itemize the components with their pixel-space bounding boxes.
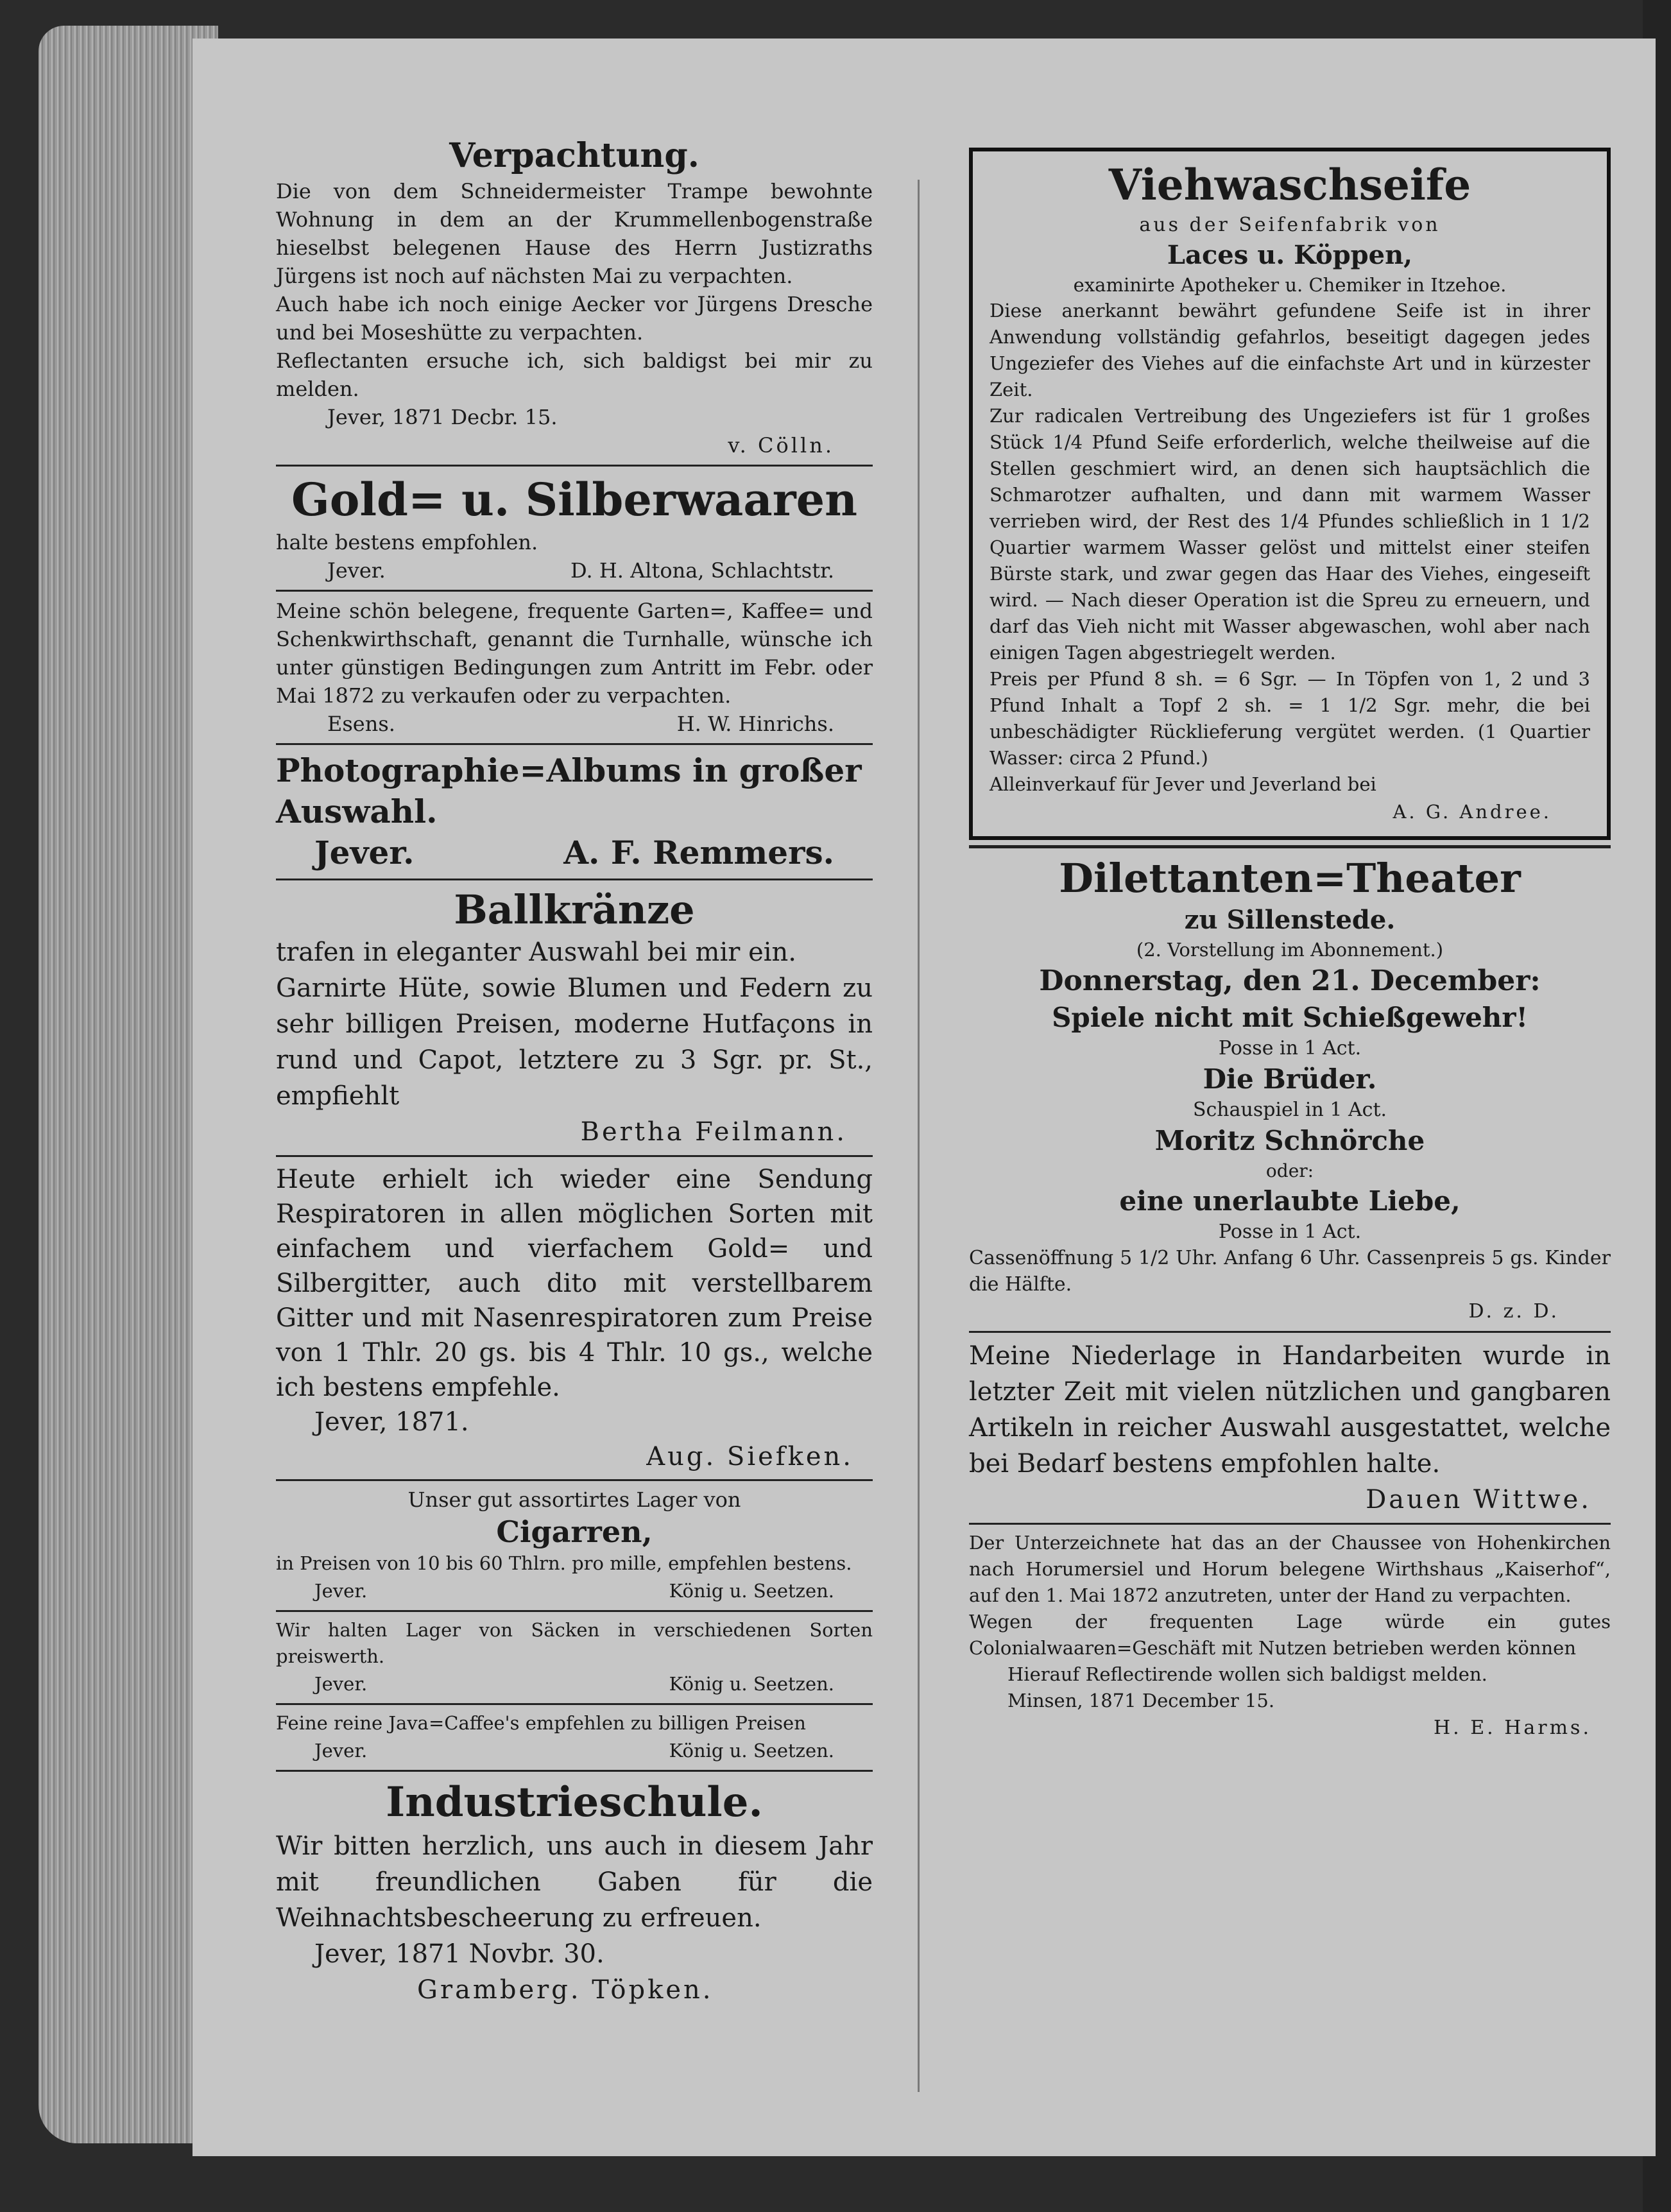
play-title: Spiele nicht mit Schießgewehr! bbox=[1052, 1002, 1528, 1033]
ad-text: Alleinverkauf für Jever und Jeverland bei bbox=[990, 773, 1376, 795]
ad-date: Jever, 1871 Decbr. 15. bbox=[327, 405, 558, 429]
ad-place: zu Sillenstede. bbox=[1184, 905, 1396, 935]
divider-rule bbox=[276, 1155, 873, 1157]
ad-title: Industrieschule. bbox=[386, 1778, 763, 1826]
left-column bbox=[276, 135, 873, 2008]
play-type: Posse in 1 Act. bbox=[1218, 1221, 1362, 1243]
ad-maker: Laces u. Köppen, bbox=[1167, 240, 1413, 270]
ad-text: Garnirte Hüte, sowie Blumen und Federn zu sehr billigen Preisen, moderne Hutfaçons in rund und Capot, letztere zu 3 Sgr. pr. St., empfiehlt bbox=[276, 973, 873, 1111]
ad-date: Donnerstag, den 21. December: bbox=[1039, 965, 1541, 997]
ad-text: Wir halten Lager von Säcken in verschiedenen Sorten preiswerth. bbox=[276, 1619, 873, 1667]
divider-rule bbox=[276, 879, 873, 880]
divider-rule bbox=[969, 845, 1611, 848]
ad-signature: Bertha Feilmann. bbox=[580, 1117, 847, 1147]
ad-saecke bbox=[276, 1617, 873, 1698]
ad-place: Jever. bbox=[314, 834, 415, 871]
right-column bbox=[969, 148, 1611, 1742]
ad-theater bbox=[969, 853, 1611, 1326]
ad-title: Dilettanten=Theater bbox=[1059, 855, 1521, 902]
newspaper-page bbox=[193, 39, 1656, 2156]
ad-text: Heute erhielt ich wieder eine Sendung Respiratoren in allen möglichen Sorten mit einfachem und vierfachem Gold= und Silbergitter, auch dito mit verstellbarem Gitter und mit Nasenrespiratoren zum Preise von 1 Thlr. 20 gs. bis 4 Thlr. 10 gs., welche ich bestens empfehle. bbox=[276, 1165, 873, 1402]
ad-date: Jever, 1871. bbox=[314, 1407, 469, 1437]
ad-title: Photographie=Albums in großer bbox=[276, 751, 862, 789]
play-title: eine unerlaubte Liebe, bbox=[1119, 1185, 1461, 1217]
ad-caffee bbox=[276, 1710, 873, 1765]
ad-text: Auch habe ich noch einige Aecker vor Jürgens Dresche und bei Moseshütte zu verpachten. bbox=[276, 292, 873, 345]
ad-text: halte bestens empfohlen. bbox=[276, 530, 538, 554]
ad-subtitle: examinirte Apotheker u. Chemiker in Itzehoe. bbox=[1073, 274, 1507, 296]
ad-place: Esens. bbox=[327, 712, 395, 736]
ad-signature: König u. Seetzen. bbox=[669, 1673, 834, 1695]
ad-viehwaschseife bbox=[969, 148, 1611, 840]
ad-respiratoren bbox=[276, 1162, 873, 1474]
ad-text: Wegen der frequenten Lage würde ein gutes Colonialwaaren=Geschäft mit Nutzen betrieben werden können bbox=[969, 1611, 1611, 1659]
ad-signature: H. E. Harms. bbox=[1434, 1717, 1591, 1739]
ad-text: Cassenöffnung 5 1/2 Uhr. Anfang 6 Uhr. Cassenpreis 5 gs. Kinder die Hälfte. bbox=[969, 1247, 1611, 1296]
ad-handarbeiten bbox=[969, 1338, 1611, 1518]
play-type: Schauspiel in 1 Act. bbox=[1192, 1099, 1387, 1121]
ad-title: Cigarren, bbox=[496, 1514, 653, 1549]
ad-note: (2. Vorstellung im Abonnement.) bbox=[1136, 939, 1444, 961]
divider-rule bbox=[276, 1703, 873, 1705]
book-page-edges bbox=[39, 26, 218, 2143]
ad-text: Wir bitten herzlich, uns auch in diesem Jahr mit freundlichen Gaben für die Weihnachtsbescheerung zu erfreuen. bbox=[276, 1831, 873, 1933]
ad-text: trafen in eleganter Auswahl bei mir ein. bbox=[276, 938, 797, 967]
ad-cigarren bbox=[276, 1486, 873, 1605]
ad-text: Meine schön belegene, frequente Garten=, Kaffee= und Schenkwirthschaft, genannt die Turnhalle, wünsche ich unter günstigen Bedingungen zum Antritt im Febr. oder Mai 1872 zu verkaufen oder zu verpachten. bbox=[276, 599, 873, 708]
ad-title: Gold= u. Silberwaaren bbox=[291, 473, 858, 526]
ad-date: Jever, 1871 Novbr. 30. bbox=[314, 1939, 604, 1969]
ad-signature: Dauen Wittwe. bbox=[1366, 1485, 1591, 1514]
play-type: Posse in 1 Act. bbox=[1218, 1037, 1362, 1059]
divider-rule bbox=[276, 1610, 873, 1612]
ad-place: Jever. bbox=[314, 1673, 368, 1695]
ad-verpachtung bbox=[276, 135, 873, 459]
ad-photoalbums bbox=[276, 750, 873, 873]
ad-signature: D. H. Altona, Schlachtstr. bbox=[570, 558, 834, 583]
ad-signature: Gramberg. Töpken. bbox=[417, 1975, 714, 2005]
ad-text: Der Unterzeichnete hat das an der Chaussee von Hohenkirchen nach Horumersiel und Horum belegene Wirthshaus „Kaiserhof“, auf den 1. Mai 1872 anzutreten, unter der Hand zu verpachten. bbox=[969, 1532, 1611, 1606]
ad-text: Diese anerkannt bewährt gefundene Seife ist in ihrer Anwendung vollständig gefahrlos, beseitigt dagegen jedes Ungeziefer des Viehes auf die einfachste Art und in kürzester Zeit. bbox=[990, 300, 1590, 400]
ad-place: Jever. bbox=[327, 558, 386, 583]
divider-rule bbox=[276, 590, 873, 592]
ad-place: Jever. bbox=[314, 1580, 368, 1602]
play-title: Die Brüder. bbox=[1203, 1063, 1377, 1095]
ad-signature: D. z. D. bbox=[1468, 1300, 1559, 1323]
ad-signature: v. Cölln. bbox=[728, 433, 834, 458]
ad-text: Die von dem Schneidermeister Trampe bewohnte Wohnung in dem an der Krummellenbogenstraße hieselbst belegenen Hause des Herrn Justizraths Jürgens ist noch auf nächsten Mai zu verpachten. bbox=[276, 179, 873, 288]
ad-kaiserhof bbox=[969, 1530, 1611, 1742]
ad-signature: A. F. Remmers. bbox=[563, 834, 834, 871]
ad-text: Feine reine Java=Caffee's empfehlen zu billigen Preisen bbox=[276, 1712, 806, 1734]
divider-rule bbox=[969, 1331, 1611, 1333]
ad-date: Minsen, 1871 December 15. bbox=[1007, 1690, 1275, 1711]
ad-title: Verpachtung. bbox=[449, 136, 699, 175]
ad-signature: König u. Seetzen. bbox=[669, 1580, 834, 1602]
ad-signature: A. G. Andree. bbox=[1392, 801, 1552, 823]
divider-rule bbox=[276, 1770, 873, 1772]
ad-signature: Aug. Siefken. bbox=[646, 1442, 853, 1471]
column-divider bbox=[918, 180, 920, 2092]
divider-rule bbox=[969, 1523, 1611, 1525]
ad-place: Jever. bbox=[314, 1740, 368, 1762]
ad-text: in Preisen von 10 bis 60 Thlrn. pro mille, empfehlen bestens. bbox=[276, 1552, 852, 1574]
play-oder: oder: bbox=[1265, 1160, 1314, 1181]
ad-title: Viehwaschseife bbox=[1108, 160, 1471, 210]
ad-signature: König u. Seetzen. bbox=[669, 1740, 834, 1762]
ad-text: Zur radicalen Vertreibung des Ungeziefers ist für 1 großes Stück 1/4 Pfund Seife erforderlich, welche theilweise auf die Stellen geschmiert wird, an denen sich hauptsächlich die Schmarotzer aufhalten, und dann mit warmem Wasser verrieben wird, der Rest des 1/4 Pfundes schließlich in 1 1/2 Quartier warmem Wasser gelöst und mittelst einer steifen Bürste stark, und zwar gegen das Haar des Viehes, eingeseift wird. — Nach dieser Operation ist die Spreu zu erneuern, und darf das Vieh nicht mit Wasser abgewaschen, wohl aber nach einigen Tagen abgestriegelt werden. bbox=[990, 405, 1590, 664]
ad-turnhalle bbox=[276, 597, 873, 738]
ad-text: Reflectanten ersuche ich, sich baldigst bei mir zu melden. bbox=[276, 348, 873, 401]
ad-signature: H. W. Hinrichs. bbox=[676, 712, 834, 736]
divider-rule bbox=[276, 743, 873, 745]
play-title: Moritz Schnörche bbox=[1154, 1125, 1425, 1156]
ad-subtitle: aus der Seifenfabrik von bbox=[1139, 214, 1441, 236]
ad-text: Hierauf Reflectirende wollen sich baldigst melden. bbox=[1007, 1663, 1487, 1685]
ad-title-continued: Auswahl. bbox=[276, 793, 438, 830]
ad-text: Preis per Pfund 8 sh. = 6 Sgr. — In Töpfen von 1, 2 und 3 Pfund Inhalt a Topf 2 sh. = 1 1/2 Sgr. mehr, die bei unbeschädigter Rücklieferung vergütet werden. (1 Quartier Wasser: circa 2 Pfund.) bbox=[990, 668, 1590, 769]
ad-title: Ballkränze bbox=[454, 886, 695, 933]
ad-text: Meine Niederlage in Handarbeiten wurde in letzter Zeit mit vielen nützlichen und gangbaren Artikeln in reicher Auswahl ausgestattet, welche bei Bedarf bestens empfohlen halte. bbox=[969, 1341, 1611, 1479]
ad-industrieschule bbox=[276, 1777, 873, 2008]
divider-rule bbox=[276, 465, 873, 467]
divider-rule bbox=[276, 1479, 873, 1481]
ad-goldwaren bbox=[276, 472, 873, 585]
ad-intro: Unser gut assortirtes Lager von bbox=[407, 1488, 741, 1512]
ad-ballkraenze bbox=[276, 886, 873, 1150]
